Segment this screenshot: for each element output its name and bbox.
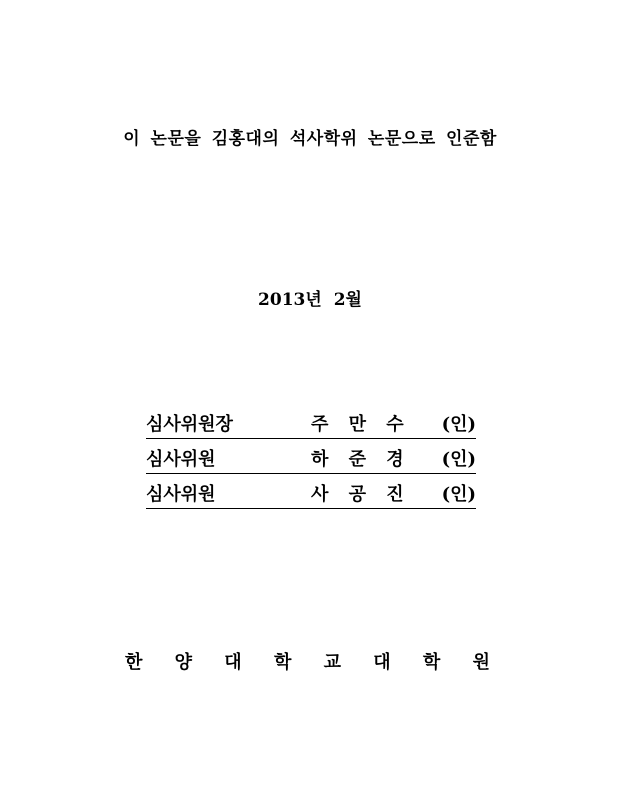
committee-row-member [146, 474, 476, 509]
seal-mark: (인) [441, 484, 476, 505]
approval-date: 2013년 2월 [258, 290, 362, 310]
committee-role: 심사위원 [146, 484, 216, 505]
committee-role: 심사위원 [146, 449, 216, 470]
approval-statement: 이 논문을 김홍대의 석사학위 논문으로 인준함 [123, 129, 497, 149]
committee-row-member [146, 439, 476, 474]
seal-mark: (인) [441, 449, 476, 470]
university-name: 한 양 대 학 교 대 학 원 [125, 652, 503, 673]
committee-member-name: 하 준 경 [311, 449, 411, 470]
committee-row-chair [146, 404, 476, 439]
committee-role: 심사위원장 [146, 414, 233, 435]
committee-list [146, 404, 476, 509]
seal-mark: (인) [441, 414, 476, 435]
committee-member-name: 주 만 수 [311, 414, 411, 435]
committee-member-name: 사 공 진 [311, 484, 411, 505]
